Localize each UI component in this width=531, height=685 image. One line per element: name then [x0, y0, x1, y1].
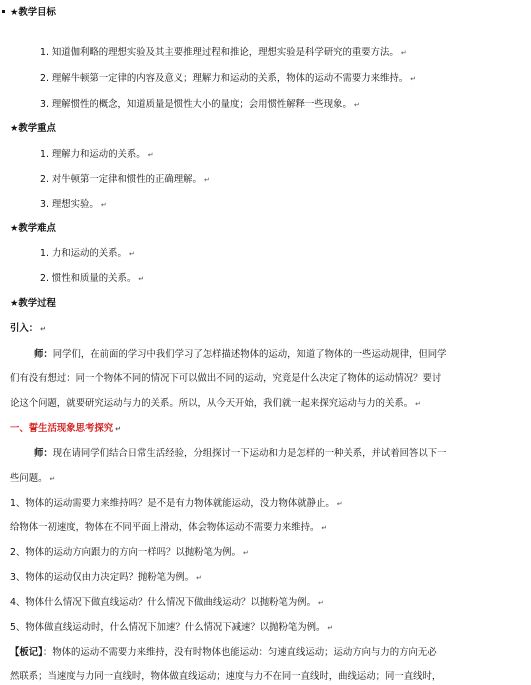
question-4: 4、物体什么情况下做直线运动？什么情况下做曲线运动？以抛粉笔为例。 ↵: [10, 597, 324, 608]
note-line-1: 【板记】：物体的运动不需要力来维持，没有时物体也能运动：匀速直线运动；运动方向与力的方向无必: [10, 647, 437, 658]
goal-item-1: 1. 知道伽利略的理想实验及其主要推理过程和推论，理想实验是科学研究的重要方法。 ↵: [40, 47, 407, 58]
difficult-point-2: 2. 惯性和质量的关系。 ↵: [40, 273, 145, 284]
note-label: 【板记】: [10, 647, 43, 658]
page-bullet-dot: [2, 10, 5, 13]
key-point-1: 1. 理解力和运动的关系。 ↵: [40, 149, 154, 160]
intro-label: 引入： ↵: [10, 323, 47, 334]
question-1-answer: 给物体一初速度，物体在不同平面上滑动，体会物体运动不需要力来维持。 ↵: [10, 522, 328, 533]
intro-para-line-2: 们有没有想过：同一个物体不同的情况下可以做出不同的运动，究竟是什么决定了物体的运动情况？要讨: [10, 373, 442, 384]
goal-item-3: 3. 理解惯性的概念，知道质量是惯性大小的量度；会用惯性解释一些现象。 ↵: [40, 99, 360, 110]
part-one-para-line-1: 师：现在请同学们结合日常生活经验，分组探讨一下运动和力是怎样的一种关系，并试着回答以下一: [34, 448, 447, 459]
key-points-heading: ★教学重点: [10, 123, 56, 134]
part-one-heading: 一、誓生活现象思考探究 ↵: [10, 423, 122, 434]
question-3: 3、物体的运动仅由力决定吗？抛粉笔为例。 ↵: [10, 572, 202, 583]
question-2: 2、物体的运动方向跟力的方向一样吗？以抛粉笔为例。 ↵: [10, 547, 249, 558]
part-one-para-line-2: 些问题。 ↵: [10, 473, 56, 484]
difficult-point-1: 1. 力和运动的关系。 ↵: [40, 248, 135, 259]
goal-item-2: 2. 理解牛顿第一定律的内容及意义；理解力和运动的关系，物体的运动不需要力来维持。 ↵: [40, 73, 417, 84]
teacher-label: 师：: [34, 448, 53, 459]
question-5: 5、物体做直线运动时，什么情况下加速？什么情况下减速？以抛粉笔为例。 ↵: [10, 622, 334, 633]
difficult-points-heading: ★教学难点: [10, 223, 56, 234]
key-point-3: 3. 理想实验。 ↵: [40, 199, 107, 210]
intro-para-line-3: 论这个问题，就要研究运动与力的关系。所以，从今天开始，我们就一起来探究运动与力的关系。 ↵: [10, 398, 422, 409]
key-point-2: 2. 对牛顿第一定律和惯性的正确理解。 ↵: [40, 174, 210, 185]
teacher-label: 师：: [34, 349, 53, 360]
question-1: 1、物体的运动需要力来维持吗？是不是有力物体就能运动，没力物体就静止。 ↵: [10, 498, 343, 509]
goals-heading: ★教学目标: [10, 7, 56, 18]
intro-para-line-1: 师：同学们，在前面的学习中我们学习了怎样描述物体的运动，知道了物体的一些运动规律，但同学: [34, 349, 447, 360]
note-line-2: 然联系；当速度与力同一直线时，物体做直线运动；速度与力不在同一直线时，曲线运动；同一直线时，: [10, 671, 442, 682]
process-heading: ★教学过程: [10, 298, 56, 309]
